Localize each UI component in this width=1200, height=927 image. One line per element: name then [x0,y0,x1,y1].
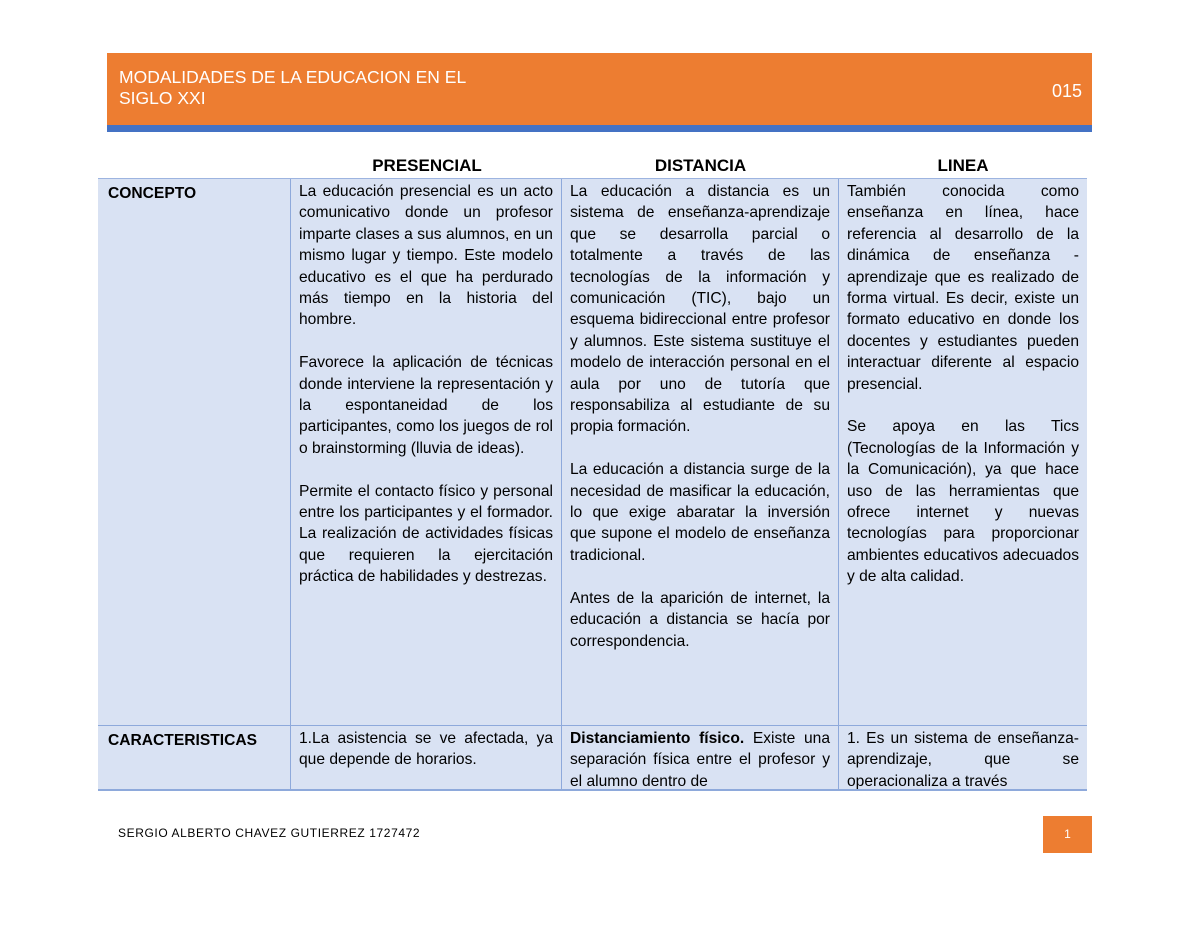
comparison-table [98,178,1087,791]
paragraph: 1. Es un sistema de enseñanza-aprendizaje, que se operacionaliza a través [847,730,1079,789]
header-bar [107,53,1092,125]
paragraph: La educación a distancia surge de la necesidad de masificar la educación, lo que exige abaratar la inversión que supone el modelo de enseñanza tradicional. [570,461,830,564]
header-divider [107,125,1092,132]
paragraph: Favorece la aplicación de técnicas donde interviene la representación y la espontaneidad de los participantes, como los juegos de rol o brainstorming (lluvia de ideas). [299,354,553,457]
title-line-2: SIGLO XXI [119,88,206,108]
column-divider [561,179,562,789]
footer-author: SERGIO ALBERTO CHAVEZ GUTIERREZ 1727472 [118,826,421,840]
paragraph: La educación presencial es un acto comunicativo donde un profesor imparte clases a sus alumnos, en un mismo lugar y tiempo. Este modelo educativo es el que ha perdurado más tiempo en la historia del hombre. [299,183,553,329]
cell-caracteristicas-presencial [291,726,561,789]
paragraph: Antes de la aparición de internet, la educación a distancia se hacía por correspondencia. [570,589,830,650]
column-header-presencial: PRESENCIAL [372,156,482,175]
cell-caracteristicas-distancia [562,726,838,789]
paragraph: La educación a distancia es un sistema de enseñanza-aprendizaje que se desarrolla parcial o totalmente a través de las tecnologías de la información y comunicación (TIC), bajo un esquema bidireccional entre profesor y alumnos. Este sistema sustituye el modelo de interacción personal en el aula por uno de tutoría que responsabiliza al estudiante de su propia formación. [570,183,830,436]
page-number: 1 [1064,827,1071,841]
row-label-concepto: CONCEPTO [98,179,290,725]
paragraph [570,728,830,789]
column-header-linea: LINEA [937,156,989,175]
header-number: 015 [1051,81,1082,101]
page-number-box [1043,816,1092,853]
cell-concepto-presencial [291,179,561,725]
column-header-distancia: DISTANCIA [654,156,747,175]
column-divider [838,179,839,789]
paragraph: También conocida como enseñanza en línea, hace referencia al desarrollo de la dinámica de enseñanza - aprendizaje que es realizado de forma virtual. Es decir, existe un formato educativo en donde los docentes y estudiantes pueden interactuar diferente al espacio presencial. [847,183,1079,393]
paragraph: Permite el contacto físico y personal entre los participantes y el formador. La realización de actividades físicas que requieren la ejercitación práctica de habilidades y destrezas. [299,482,553,586]
cell-concepto-distancia [562,179,838,725]
column-divider [290,179,291,789]
paragraph: Se apoya en las Tics (Tecnologías de la Información y la Comunicación), ya que hace uso de las herramientas que ofrece internet y nuevas tecnologías para proporcionar ambientes educativos adecuados y de alta calidad. [847,418,1079,586]
title-line-1: MODALIDADES DE LA EDUCACION EN EL [119,67,467,87]
row-label-caracteristicas: CARACTERISTICAS [98,726,290,789]
paragraph-text: Existe una separación física entre el profesor y el alumno dentro de [570,730,831,789]
cell-concepto-linea [839,179,1087,725]
cell-caracteristicas-linea [839,726,1087,789]
paragraph: 1.La asistencia se ve afectada, ya que depende de horarios. [299,730,553,769]
row-divider [98,725,1087,726]
document-title [119,67,599,109]
bold-heading: Distanciamiento físico. [570,730,745,747]
